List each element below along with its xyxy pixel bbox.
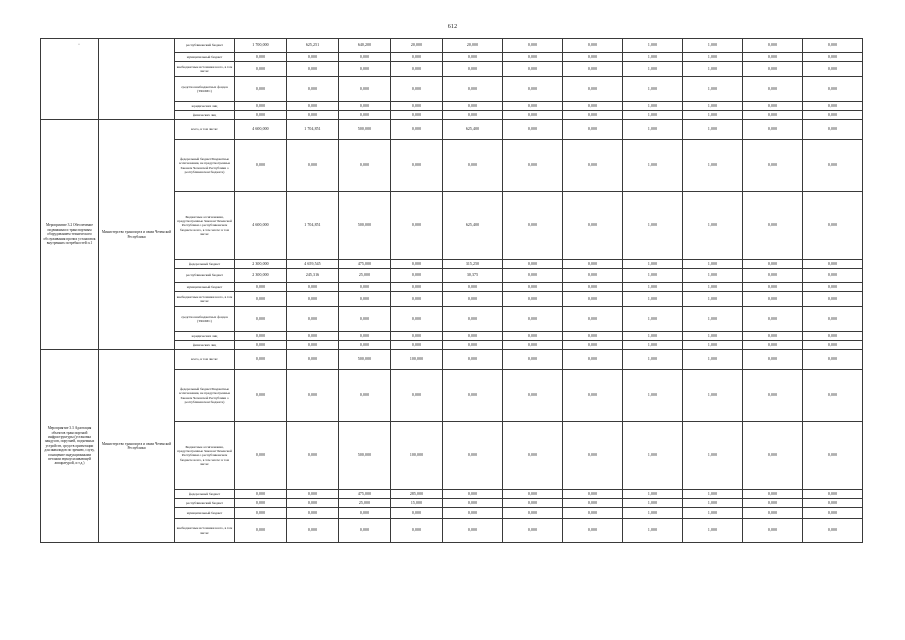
value-cell: 0,000 [235, 292, 287, 307]
value-cell: 0,000 [743, 350, 803, 370]
value-cell: 0,000 [235, 508, 287, 519]
value-cell: 0,000 [803, 39, 863, 53]
value-cell: 0,000 [503, 499, 563, 508]
value-cell: 0,000 [235, 341, 287, 350]
value-cell: 0,000 [803, 53, 863, 62]
value-cell: 0,000 [743, 499, 803, 508]
executor-cell: Министерство транспорта и связи Чеченской Республики [99, 350, 175, 543]
value-cell: 0,000 [235, 350, 287, 370]
value-cell: 0,000 [563, 62, 623, 77]
value-cell: 1,000 [623, 519, 683, 543]
value-cell: 1,000 [683, 332, 743, 341]
value-cell: 1,000 [683, 490, 743, 499]
value-cell: 1,000 [683, 260, 743, 269]
value-cell: 0,000 [235, 62, 287, 77]
value-cell: 0,000 [391, 519, 443, 543]
value-cell: 0,000 [803, 341, 863, 350]
value-cell: 0,000 [563, 490, 623, 499]
value-cell: 0,000 [235, 140, 287, 192]
value-cell: 1,000 [623, 283, 683, 292]
value-cell: 0,000 [235, 53, 287, 62]
value-cell: 4 600,000 [235, 192, 287, 260]
value-cell: 0,000 [563, 332, 623, 341]
value-cell: 0,000 [287, 499, 339, 508]
budget-table [40, 38, 863, 543]
value-cell: 1,000 [623, 260, 683, 269]
value-cell: 0,000 [803, 140, 863, 192]
funding-source-label: муниципальный бюджет [175, 508, 235, 519]
value-cell: 0,000 [339, 519, 391, 543]
value-cell: 0,000 [563, 102, 623, 111]
value-cell: 500,000 [339, 192, 391, 260]
value-cell: 0,000 [391, 192, 443, 260]
value-cell: 0,000 [443, 77, 503, 102]
value-cell: 0,000 [287, 77, 339, 102]
value-cell: 1,000 [683, 508, 743, 519]
value-cell: 0,000 [803, 332, 863, 341]
funding-source-label: внебюджетные источники всего, в том числе: [175, 519, 235, 543]
value-cell: 0,000 [743, 260, 803, 269]
value-cell: 0,000 [235, 370, 287, 422]
value-cell: 0,000 [743, 292, 803, 307]
value-cell: 0,000 [743, 192, 803, 260]
value-cell: 0,000 [235, 490, 287, 499]
value-cell: 0,000 [339, 111, 391, 120]
value-cell: 0,000 [803, 508, 863, 519]
value-cell: 0,000 [563, 260, 623, 269]
measure-name-cell: Мероприятие 3.3 Адаптация объектов транспортной инфраструктуры (установка пандусов, поручней, подъемных устройств, средств ориентации для инвалидов по зрению, слуху, оснащение индукционными петлями звукоусиливающей аппаратурой, и т.д.) [41, 350, 99, 543]
value-cell: 0,000 [287, 490, 339, 499]
value-cell: 1,000 [623, 111, 683, 120]
value-cell: 0,000 [339, 292, 391, 307]
value-cell: 0,000 [803, 111, 863, 120]
value-cell: 0,000 [563, 269, 623, 283]
value-cell: 0,000 [743, 120, 803, 140]
value-cell: 0,000 [287, 53, 339, 62]
funding-source-label: юридических лиц [175, 102, 235, 111]
value-cell: 0,000 [503, 519, 563, 543]
value-cell: 0,000 [743, 140, 803, 192]
value-cell: 0,000 [503, 269, 563, 283]
value-cell: 0,000 [287, 292, 339, 307]
value-cell: 625,400 [443, 120, 503, 140]
value-cell: 0,000 [391, 332, 443, 341]
value-cell: 0,000 [443, 341, 503, 350]
value-cell: 0,000 [443, 292, 503, 307]
value-cell: 0,000 [563, 140, 623, 192]
value-cell: 0,000 [339, 341, 391, 350]
value-cell: 0,000 [743, 53, 803, 62]
value-cell: 0,000 [743, 62, 803, 77]
funding-source-label: физических лиц [175, 111, 235, 120]
value-cell: 0,000 [503, 341, 563, 350]
value-cell: 0,000 [443, 499, 503, 508]
value-cell: 4 659,545 [287, 260, 339, 269]
value-cell: 0,000 [743, 283, 803, 292]
value-cell: 0,000 [287, 111, 339, 120]
funding-source-label: внебюджетные источники всего, в том числе: [175, 62, 235, 77]
table-row [41, 39, 863, 53]
value-cell: 0,000 [339, 307, 391, 332]
value-cell: 1,000 [683, 370, 743, 422]
value-cell: 315,250 [443, 260, 503, 269]
value-cell: 0,000 [563, 499, 623, 508]
value-cell: 1,000 [683, 62, 743, 77]
value-cell: 0,000 [743, 519, 803, 543]
value-cell: 1,000 [683, 53, 743, 62]
value-cell: 100,000 [391, 350, 443, 370]
value-cell: 1 704,851 [287, 120, 339, 140]
value-cell: 0,000 [803, 120, 863, 140]
value-cell: 2 300,000 [235, 260, 287, 269]
value-cell: 0,000 [503, 283, 563, 292]
value-cell: 1,000 [623, 508, 683, 519]
value-cell: 1,000 [683, 120, 743, 140]
value-cell: 1,000 [623, 341, 683, 350]
value-cell: 0,000 [503, 508, 563, 519]
value-cell: 25,000 [339, 269, 391, 283]
value-cell: 1,000 [623, 422, 683, 490]
value-cell: 285,000 [391, 490, 443, 499]
value-cell: 0,000 [339, 102, 391, 111]
value-cell: 1,000 [623, 307, 683, 332]
value-cell: 0,000 [803, 499, 863, 508]
value-cell: 0,000 [563, 120, 623, 140]
funding-source-label: Бюджетные ассигнования, предусмотренные Законом Чеченской Республики о республиканском бюджете всего, в том числе: в том числе: [175, 192, 235, 260]
value-cell: 0,000 [803, 192, 863, 260]
value-cell: 0,000 [391, 62, 443, 77]
value-cell: 0,000 [287, 508, 339, 519]
value-cell: 1,000 [683, 307, 743, 332]
value-cell: 0,000 [391, 53, 443, 62]
value-cell: 0,000 [235, 283, 287, 292]
funding-source-label: муниципальный бюджет [175, 283, 235, 292]
value-cell: 0,000 [563, 519, 623, 543]
value-cell: 0,000 [443, 519, 503, 543]
value-cell: 0,000 [743, 490, 803, 499]
value-cell: 0,000 [563, 292, 623, 307]
value-cell: 0,000 [443, 370, 503, 422]
value-cell: 30,375 [443, 269, 503, 283]
value-cell: 1,000 [683, 422, 743, 490]
value-cell: 640,200 [339, 39, 391, 53]
value-cell: 0,000 [503, 102, 563, 111]
value-cell: 0,000 [339, 140, 391, 192]
value-cell: 0,000 [803, 490, 863, 499]
value-cell: 0,000 [563, 111, 623, 120]
value-cell: 0,000 [803, 519, 863, 543]
value-cell: 0,000 [563, 39, 623, 53]
value-cell: 1 700,000 [235, 39, 287, 53]
value-cell: 500,000 [339, 422, 391, 490]
value-cell: 245,316 [287, 269, 339, 283]
value-cell: 0,000 [503, 53, 563, 62]
value-cell: 0,000 [503, 490, 563, 499]
value-cell: 0,000 [391, 120, 443, 140]
executor-cell: Министерство транспорта и связи Чеченской Республики [99, 120, 175, 350]
value-cell: 0,000 [743, 39, 803, 53]
value-cell: 1,000 [683, 39, 743, 53]
value-cell: 0,000 [391, 111, 443, 120]
value-cell: 0,000 [339, 370, 391, 422]
value-cell: 0,000 [391, 370, 443, 422]
value-cell: 0,000 [503, 422, 563, 490]
value-cell: 1,000 [623, 269, 683, 283]
value-cell: 0,000 [503, 192, 563, 260]
value-cell: 1,000 [623, 120, 683, 140]
value-cell: 0,000 [235, 332, 287, 341]
funding-source-label: федеральный бюджет/Бюджетные ассигнования, не предусмотренные Законом Чеченской Республики о республиканском бюджете) [175, 370, 235, 422]
funding-source-label: федеральный бюджет [175, 260, 235, 269]
funding-source-label: республиканский бюджет [175, 39, 235, 53]
table-row [41, 120, 863, 140]
measure-name-cell [41, 39, 99, 120]
value-cell: 0,000 [287, 307, 339, 332]
value-cell: 1,000 [623, 490, 683, 499]
value-cell: 0,000 [803, 62, 863, 77]
value-cell: 1,000 [683, 350, 743, 370]
value-cell: 0,000 [339, 53, 391, 62]
value-cell: 0,000 [743, 422, 803, 490]
funding-source-label: физических лиц [175, 341, 235, 350]
value-cell: 1,000 [683, 499, 743, 508]
value-cell: 0,000 [443, 422, 503, 490]
value-cell: 0,000 [339, 62, 391, 77]
value-cell: 0,000 [443, 490, 503, 499]
value-cell: 4 600,000 [235, 120, 287, 140]
value-cell: 1,000 [683, 192, 743, 260]
value-cell: 0,000 [391, 292, 443, 307]
funding-source-label: всего, в том числе: [175, 120, 235, 140]
value-cell: 1,000 [683, 77, 743, 102]
value-cell: 0,000 [503, 140, 563, 192]
value-cell: 1 704,851 [287, 192, 339, 260]
value-cell: 0,000 [391, 508, 443, 519]
value-cell: 0,000 [503, 39, 563, 53]
value-cell: 1,000 [683, 283, 743, 292]
budget-table-container [40, 38, 863, 543]
funding-source-label: средства внебюджетных фондов (ТФОМС) [175, 77, 235, 102]
value-cell: 0,000 [235, 111, 287, 120]
value-cell: 1,000 [623, 39, 683, 53]
value-cell: 0,000 [443, 102, 503, 111]
value-cell: 1,000 [683, 140, 743, 192]
value-cell: 0,000 [743, 102, 803, 111]
value-cell: 0,000 [443, 62, 503, 77]
value-cell: 0,000 [339, 283, 391, 292]
value-cell: 0,000 [563, 307, 623, 332]
value-cell: 0,000 [287, 370, 339, 422]
funding-source-label: средства внебюджетных фондов (ТФОМС) [175, 307, 235, 332]
funding-source-label: юридических лиц [175, 332, 235, 341]
value-cell: 0,000 [803, 269, 863, 283]
funding-source-label: федеральный бюджет/Бюджетные ассигнования, не предусмотренные Законом Чеченской Республики о республиканском бюджете) [175, 140, 235, 192]
measure-name-cell: Мероприятие 3.2 Обеспечение подвижным и транспортным оборудованием технического обслуживания прочих устаноовок внутренних потребностей п.1 [41, 120, 99, 350]
value-cell: 0,000 [803, 370, 863, 422]
value-cell: 0,000 [235, 307, 287, 332]
value-cell: 0,000 [803, 307, 863, 332]
top-mark: · [78, 42, 80, 48]
value-cell: 0,000 [339, 332, 391, 341]
value-cell: 1,000 [623, 499, 683, 508]
value-cell: 100,000 [391, 422, 443, 490]
value-cell: 0,000 [287, 140, 339, 192]
value-cell: 0,000 [743, 508, 803, 519]
value-cell: 1,000 [623, 332, 683, 341]
value-cell: 1,000 [683, 269, 743, 283]
value-cell: 0,000 [563, 77, 623, 102]
value-cell: 0,000 [391, 102, 443, 111]
value-cell: 0,000 [443, 111, 503, 120]
value-cell: 0,000 [391, 77, 443, 102]
value-cell: 1,000 [623, 53, 683, 62]
value-cell: 0,000 [803, 260, 863, 269]
funding-source-label: муниципальный бюджет [175, 53, 235, 62]
value-cell: 0,000 [743, 341, 803, 350]
value-cell: 0,000 [563, 192, 623, 260]
value-cell: 0,000 [503, 62, 563, 77]
value-cell: 0,000 [287, 332, 339, 341]
value-cell: 0,000 [503, 77, 563, 102]
value-cell: 1,000 [623, 350, 683, 370]
value-cell: 0,000 [563, 422, 623, 490]
value-cell: 0,000 [503, 260, 563, 269]
value-cell: 0,000 [443, 140, 503, 192]
table-row [41, 350, 863, 370]
value-cell: 0,000 [391, 341, 443, 350]
value-cell: 1,000 [683, 111, 743, 120]
value-cell: 1,000 [623, 102, 683, 111]
value-cell: 0,000 [803, 350, 863, 370]
value-cell: 0,000 [391, 269, 443, 283]
value-cell: 0,000 [443, 332, 503, 341]
value-cell: 0,000 [443, 283, 503, 292]
value-cell: 1,000 [623, 140, 683, 192]
value-cell: 0,000 [803, 292, 863, 307]
value-cell: 625,400 [443, 192, 503, 260]
value-cell: 0,000 [563, 53, 623, 62]
value-cell: 475,000 [339, 260, 391, 269]
value-cell: 0,000 [287, 350, 339, 370]
value-cell: 0,000 [743, 77, 803, 102]
value-cell: 500,000 [339, 350, 391, 370]
value-cell: 1,000 [683, 102, 743, 111]
value-cell: 0,000 [563, 508, 623, 519]
value-cell: 0,000 [443, 508, 503, 519]
value-cell: 1,000 [623, 192, 683, 260]
value-cell: 0,000 [503, 350, 563, 370]
funding-source-label: Бюджетные ассигнования, предусмотренные Законом Чеченской Республики о республиканском бюджете всего, в том числе: в том числе: [175, 422, 235, 490]
value-cell: 0,000 [235, 77, 287, 102]
value-cell: 0,000 [503, 120, 563, 140]
value-cell: 0,000 [803, 283, 863, 292]
value-cell: 0,000 [743, 111, 803, 120]
value-cell: 0,000 [443, 307, 503, 332]
value-cell: 0,000 [503, 307, 563, 332]
value-cell: 0,000 [391, 283, 443, 292]
value-cell: 0,000 [443, 350, 503, 370]
value-cell: 0,000 [235, 499, 287, 508]
value-cell: 1,000 [683, 341, 743, 350]
page-number: 612 [447, 24, 458, 30]
funding-source-label: внебюджетные источники всего, в том числе: [175, 292, 235, 307]
value-cell: 0,000 [235, 519, 287, 543]
value-cell: 15,000 [391, 499, 443, 508]
value-cell: 0,000 [803, 422, 863, 490]
value-cell: 0,000 [563, 283, 623, 292]
value-cell: 0,000 [391, 307, 443, 332]
executor-cell [99, 39, 175, 120]
funding-source-label: республиканский бюджет [175, 269, 235, 283]
value-cell: 1,000 [623, 62, 683, 77]
value-cell: 0,000 [803, 102, 863, 111]
value-cell: 0,000 [563, 341, 623, 350]
value-cell: 25,000 [339, 499, 391, 508]
value-cell: 0,000 [803, 77, 863, 102]
value-cell: 0,000 [743, 269, 803, 283]
value-cell: 0,000 [743, 370, 803, 422]
value-cell: 20,000 [391, 39, 443, 53]
value-cell: 2 300,000 [235, 269, 287, 283]
value-cell: 0,000 [287, 283, 339, 292]
value-cell: 0,000 [563, 370, 623, 422]
value-cell: 0,000 [339, 508, 391, 519]
value-cell: 0,000 [391, 260, 443, 269]
value-cell: 1,000 [623, 370, 683, 422]
funding-source-label: федеральный бюджет [175, 490, 235, 499]
value-cell: 0,000 [339, 77, 391, 102]
value-cell: 0,000 [287, 519, 339, 543]
value-cell: 0,000 [743, 332, 803, 341]
value-cell: 0,000 [287, 341, 339, 350]
value-cell: 0,000 [287, 62, 339, 77]
value-cell: 1,000 [683, 519, 743, 543]
value-cell: 1,000 [623, 292, 683, 307]
value-cell: 0,000 [287, 422, 339, 490]
value-cell: 0,000 [503, 111, 563, 120]
value-cell: 20,000 [443, 39, 503, 53]
value-cell: 0,000 [503, 292, 563, 307]
value-cell: 475,000 [339, 490, 391, 499]
value-cell: 500,000 [339, 120, 391, 140]
value-cell: 1,000 [683, 292, 743, 307]
value-cell: 0,000 [743, 307, 803, 332]
value-cell: 0,000 [287, 102, 339, 111]
value-cell: 0,000 [235, 422, 287, 490]
value-cell: 0,000 [443, 53, 503, 62]
value-cell: 0,000 [563, 350, 623, 370]
value-cell: 1,000 [623, 77, 683, 102]
funding-source-label: республиканский бюджет [175, 499, 235, 508]
value-cell: 0,000 [235, 102, 287, 111]
value-cell: 0,000 [391, 140, 443, 192]
value-cell: 625,251 [287, 39, 339, 53]
value-cell: 0,000 [503, 370, 563, 422]
funding-source-label: всего, в том числе: [175, 350, 235, 370]
value-cell: 0,000 [503, 332, 563, 341]
